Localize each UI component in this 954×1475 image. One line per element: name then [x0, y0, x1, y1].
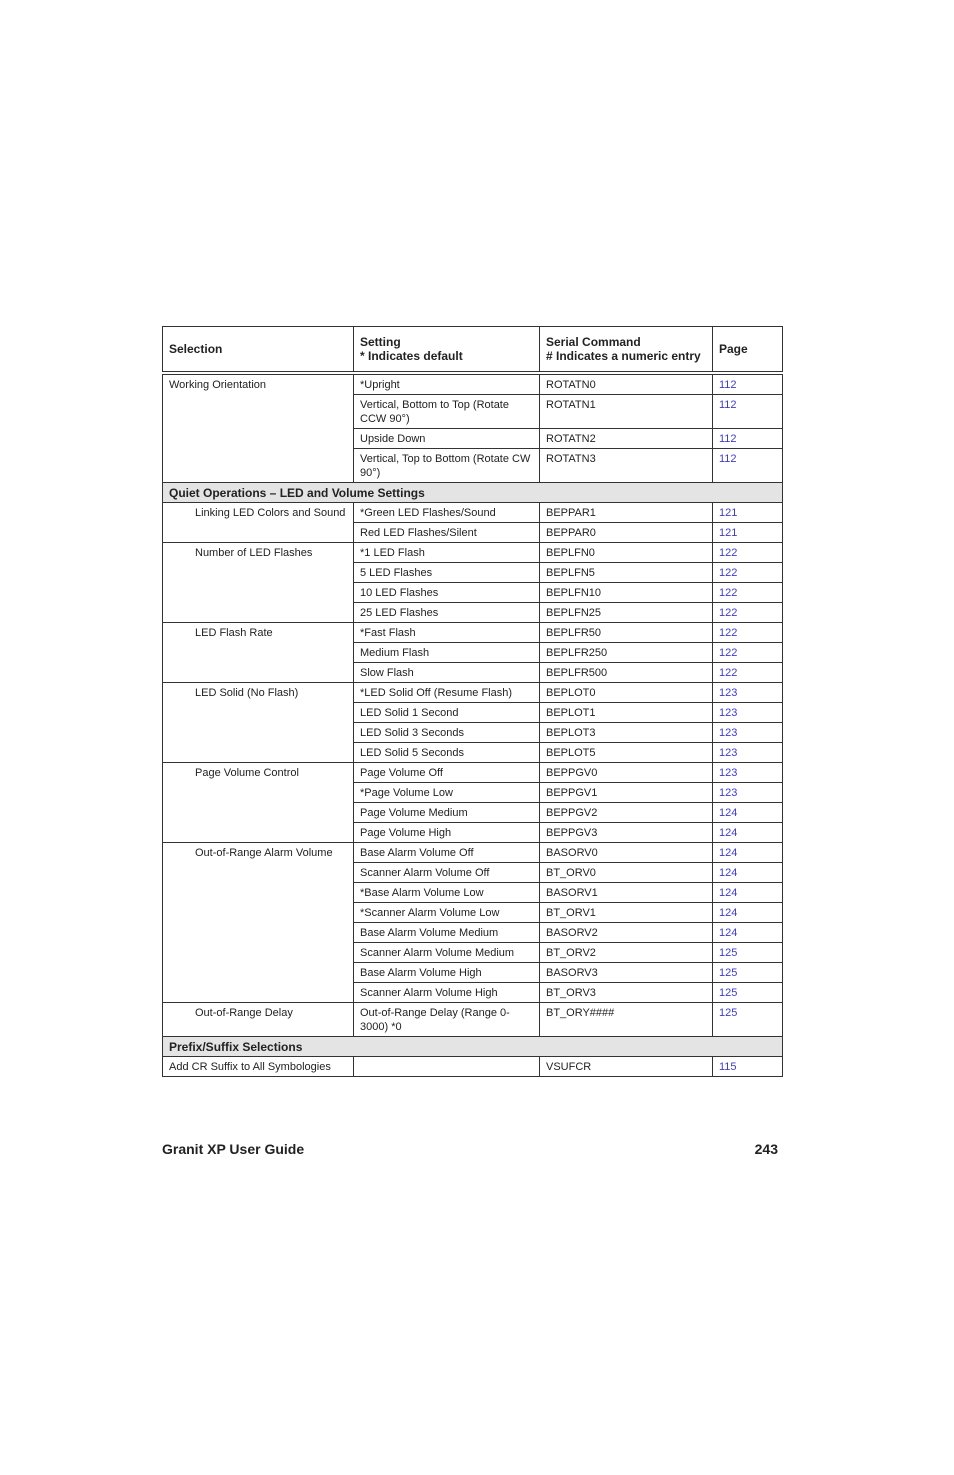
setting-cell: *Page Volume Low [354, 783, 540, 803]
page-link[interactable]: 112 [713, 395, 783, 429]
page-link[interactable]: 124 [713, 823, 783, 843]
setting-cell: 10 LED Flashes [354, 583, 540, 603]
header-selection: Selection [163, 327, 354, 374]
serial-command-cell: BEPLFN0 [540, 543, 713, 563]
page-link[interactable]: 123 [713, 763, 783, 783]
setting-cell: *Scanner Alarm Volume Low [354, 903, 540, 923]
setting-cell: Out-of-Range Delay (Range 0-3000) *0 [354, 1003, 540, 1037]
selection-cell: Out-of-Range Alarm Volume [163, 843, 354, 1003]
setting-cell: LED Solid 5 Seconds [354, 743, 540, 763]
setting-cell: Medium Flash [354, 643, 540, 663]
serial-command-cell: ROTATN1 [540, 395, 713, 429]
serial-command-cell: BEPLOT1 [540, 703, 713, 723]
serial-command-cell: BEPLOT0 [540, 683, 713, 703]
setting-cell: LED Solid 1 Second [354, 703, 540, 723]
page-link[interactable]: 123 [713, 743, 783, 763]
serial-command-cell: BT_ORY#### [540, 1003, 713, 1037]
serial-command-cell: BT_ORV1 [540, 903, 713, 923]
selection-cell: Out-of-Range Delay [163, 1003, 354, 1037]
table-body [163, 373, 783, 1077]
page-link[interactable]: 122 [713, 583, 783, 603]
page-link[interactable]: 124 [713, 843, 783, 863]
setting-cell: Page Volume Medium [354, 803, 540, 823]
serial-command-cell: BEPLFR250 [540, 643, 713, 663]
page-link[interactable]: 125 [713, 983, 783, 1003]
table-header [163, 327, 783, 374]
page-link[interactable]: 122 [713, 663, 783, 683]
setting-cell: *1 LED Flash [354, 543, 540, 563]
setting-cell: Slow Flash [354, 663, 540, 683]
page-link[interactable]: 124 [713, 923, 783, 943]
table-row [163, 1057, 783, 1077]
setting-cell: Red LED Flashes/Silent [354, 523, 540, 543]
serial-command-cell: BEPPGV3 [540, 823, 713, 843]
header-serial-command [540, 327, 713, 374]
table-row [163, 373, 783, 395]
page-link[interactable]: 112 [713, 429, 783, 449]
setting-cell: Page Volume High [354, 823, 540, 843]
section-title: Prefix/Suffix Selections [163, 1037, 783, 1057]
table-row [163, 623, 783, 643]
setting-cell: *LED Solid Off (Resume Flash) [354, 683, 540, 703]
serial-command-cell: BT_ORV2 [540, 943, 713, 963]
setting-cell: Base Alarm Volume Medium [354, 923, 540, 943]
page-link[interactable]: 122 [713, 543, 783, 563]
page-link[interactable]: 112 [713, 373, 783, 395]
page-link[interactable]: 125 [713, 1003, 783, 1037]
setting-cell [354, 1057, 540, 1077]
selection-cell: Number of LED Flashes [163, 543, 354, 623]
serial-command-cell: BEPPGV0 [540, 763, 713, 783]
serial-command-cell: BEPLFR50 [540, 623, 713, 643]
serial-command-cell: BT_ORV0 [540, 863, 713, 883]
selection-cell: Page Volume Control [163, 763, 354, 843]
setting-cell: Base Alarm Volume High [354, 963, 540, 983]
setting-cell: LED Solid 3 Seconds [354, 723, 540, 743]
serial-command-cell: BASORV0 [540, 843, 713, 863]
serial-command-cell: BASORV2 [540, 923, 713, 943]
command-table [162, 326, 783, 1077]
setting-cell: 25 LED Flashes [354, 603, 540, 623]
setting-cell: *Fast Flash [354, 623, 540, 643]
section-title: Quiet Operations – LED and Volume Settings [163, 483, 783, 503]
serial-command-cell: VSUFCR [540, 1057, 713, 1077]
setting-cell: Page Volume Off [354, 763, 540, 783]
table-row [163, 683, 783, 703]
page-link[interactable]: 121 [713, 503, 783, 523]
setting-cell: Vertical, Top to Bottom (Rotate CW 90°) [354, 449, 540, 483]
serial-command-cell: BEPLFN25 [540, 603, 713, 623]
serial-command-cell: BEPLOT5 [540, 743, 713, 763]
setting-cell: Scanner Alarm Volume Off [354, 863, 540, 883]
page-link[interactable]: 122 [713, 643, 783, 663]
setting-cell: Upside Down [354, 429, 540, 449]
header-setting-title: Setting [360, 335, 401, 349]
serial-command-cell: BEPPGV2 [540, 803, 713, 823]
serial-command-cell: BEPLFN5 [540, 563, 713, 583]
page-link[interactable]: 125 [713, 963, 783, 983]
page-link[interactable]: 124 [713, 863, 783, 883]
selection-cell: LED Solid (No Flash) [163, 683, 354, 763]
page-link[interactable]: 122 [713, 623, 783, 643]
setting-cell: *Base Alarm Volume Low [354, 883, 540, 903]
page-link[interactable]: 123 [713, 783, 783, 803]
serial-command-cell: BEPLFR500 [540, 663, 713, 683]
page-link[interactable]: 124 [713, 883, 783, 903]
table-row [163, 1003, 783, 1037]
setting-cell: 5 LED Flashes [354, 563, 540, 583]
table-row [163, 843, 783, 863]
setting-cell: *Green LED Flashes/Sound [354, 503, 540, 523]
serial-command-cell: BEPPGV1 [540, 783, 713, 803]
footer-page-number: 243 [754, 1141, 778, 1157]
serial-command-cell: BEPPAR0 [540, 523, 713, 543]
serial-command-cell: BEPLFN10 [540, 583, 713, 603]
setting-cell: Scanner Alarm Volume Medium [354, 943, 540, 963]
page-link[interactable]: 124 [713, 803, 783, 823]
header-page: Page [713, 327, 783, 374]
selection-cell: Working Orientation [163, 373, 354, 483]
setting-cell: *Upright [354, 373, 540, 395]
serial-command-cell: BEPPAR1 [540, 503, 713, 523]
serial-command-cell: BASORV1 [540, 883, 713, 903]
header-setting [354, 327, 540, 374]
header-serial-note: # Indicates a numeric entry [546, 349, 701, 363]
setting-cell: Base Alarm Volume Off [354, 843, 540, 863]
page-link[interactable]: 112 [713, 449, 783, 483]
serial-command-cell: ROTATN2 [540, 429, 713, 449]
table-row [163, 763, 783, 783]
serial-command-cell: ROTATN3 [540, 449, 713, 483]
setting-cell: Scanner Alarm Volume High [354, 983, 540, 1003]
selection-cell: Add CR Suffix to All Symbologies [163, 1057, 354, 1077]
section-row [163, 1037, 783, 1057]
serial-command-cell: BT_ORV3 [540, 983, 713, 1003]
page-link[interactable]: 123 [713, 723, 783, 743]
page-link[interactable]: 124 [713, 903, 783, 923]
page-link[interactable]: 123 [713, 683, 783, 703]
serial-command-cell: BEPLOT3 [540, 723, 713, 743]
page-link[interactable]: 122 [713, 563, 783, 583]
table-row [163, 503, 783, 523]
serial-command-cell: ROTATN0 [540, 373, 713, 395]
page-link[interactable]: 125 [713, 943, 783, 963]
page-link[interactable]: 115 [713, 1057, 783, 1077]
footer-title: Granit XP User Guide [162, 1141, 305, 1157]
serial-command-cell: BASORV3 [540, 963, 713, 983]
section-row [163, 483, 783, 503]
setting-cell: Vertical, Bottom to Top (Rotate CCW 90°) [354, 395, 540, 429]
page-link[interactable]: 123 [713, 703, 783, 723]
page-link[interactable]: 122 [713, 603, 783, 623]
page-link[interactable]: 121 [713, 523, 783, 543]
header-serial-title: Serial Command [546, 335, 641, 349]
selection-cell: LED Flash Rate [163, 623, 354, 683]
selection-cell: Linking LED Colors and Sound [163, 503, 354, 543]
table-row [163, 543, 783, 563]
header-setting-note: * Indicates default [360, 349, 463, 363]
